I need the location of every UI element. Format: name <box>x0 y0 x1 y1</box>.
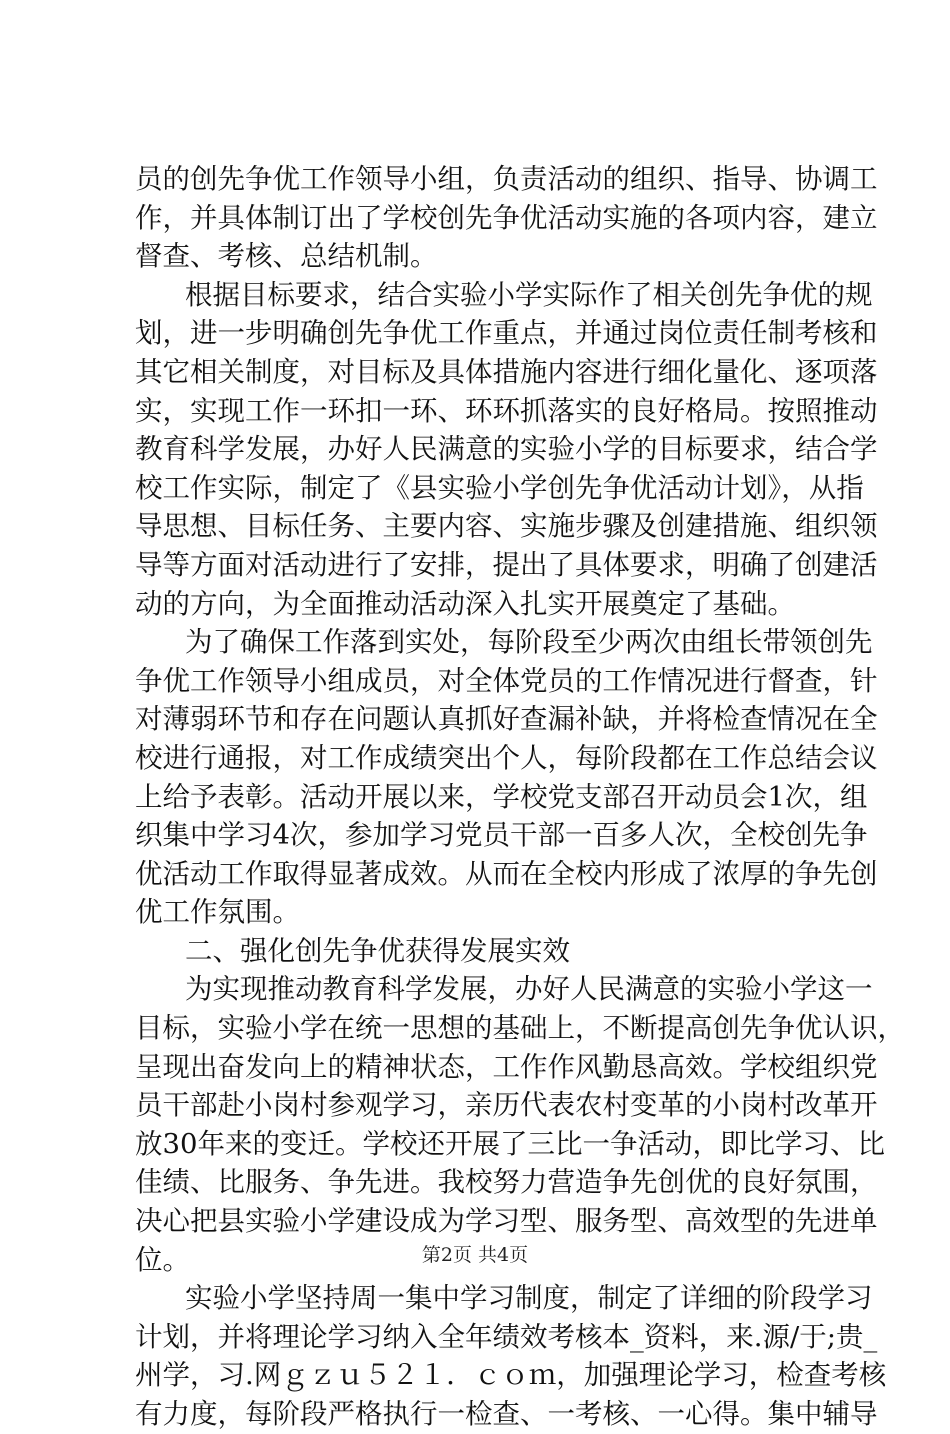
text-line: 为实现推动教育科学发展，办好人民满意的实验小学这一 <box>185 973 873 1006</box>
text-line: 导等方面对活动进行了安排，提出了具体要求，明确了创建活 <box>135 548 878 581</box>
text-line: 优活动工作取得显著成效。从而在全校内形成了浓厚的争先创 <box>135 857 878 890</box>
text-line: 织集中学习4次，参加学习党员干部一百多人次，全校创先争 <box>135 819 868 852</box>
text-line: 根据目标要求，结合实验小学实际作了相关创先争优的规 <box>185 278 873 311</box>
text-line: 计划，并将理论学习纳入全年绩效考核本_资料，来.源/于;贵_ <box>135 1320 878 1353</box>
text-line: 佳绩、比服务、争先进。我校努力营造争先创优的良好氛围， <box>135 1166 878 1199</box>
text-line: 上给予表彰。活动开展以来，学校党支部召开动员会1次，组 <box>135 780 868 813</box>
text-line: 州学，习.网ｇｚｕ５２１．ｃｏｍ，加强理论学习，检查考核 <box>135 1359 887 1392</box>
text-line: 放30年来的变迁。学校还开展了三比一争活动，即比学习、比 <box>135 1127 885 1160</box>
text-line: 导思想、目标任务、主要内容、实施步骤及创建措施、组织领 <box>135 510 878 543</box>
text-line: 对薄弱环节和存在问题认真抓好查漏补缺，并将检查情况在全 <box>135 703 878 736</box>
text-line: 实验小学坚持周一集中学习制度，制定了详细的阶段学习 <box>185 1282 873 1315</box>
text-line: 员的创先争优工作领导小组，负责活动的组织、指导、协调工 <box>135 163 878 195</box>
text-line: 其它相关制度，对目标及具体措施内容进行细化量化、逐项落 <box>135 355 878 388</box>
text-line: 优工作氛围。 <box>135 896 300 929</box>
text-line: 实，实现工作一环扣一环、环环抓落实的良好格局。按照推动 <box>135 394 878 427</box>
text-line: 为了确保工作落到实处，每阶段至少两次由组长带领创先 <box>185 626 873 659</box>
text-line: 争优工作领导小组成员，对全体党员的工作情况进行督查，针 <box>135 664 878 697</box>
text-line: 决心把县实验小学建设成为学习型、服务型、高效型的先进单 <box>135 1205 878 1238</box>
text-line: 督查、考核、总结机制。 <box>135 240 438 273</box>
text-line: 划，进一步明确创先争优工作重点，并通过岗位责任制考核和 <box>135 317 878 350</box>
text-line: 作，并具体制订出了学校创先争优活动实施的各项内容，建立 <box>135 201 878 234</box>
text-line: 呈现出奋发向上的精神状态，工作作风勤恳高效。学校组织党 <box>135 1050 878 1083</box>
text-line: 员干部赴小岗村参观学习，亲历代表农村变革的小岗村改革开 <box>135 1089 878 1122</box>
page-footer: 第2页 共4页 <box>421 1244 529 1266</box>
text-line: 有力度，每阶段严格执行一检查、一考核、一心得。集中辅导 <box>135 1398 878 1430</box>
text-line: 位。 <box>135 1243 190 1276</box>
text-line: 二、强化创先争优获得发展实效 <box>185 934 570 967</box>
text-line: 教育科学发展，办好人民满意的实验小学的目标要求，结合学 <box>135 433 878 466</box>
text-line: 目标，实验小学在统一思想的基础上，不断提高创先争优认识， <box>135 1012 905 1045</box>
text-line: 校进行通报，对工作成绩突出个人，每阶段都在工作总结会议 <box>135 741 878 774</box>
text-line: 校工作实际，制定了《县实验小学创先争优活动计划》，从指 <box>135 471 864 504</box>
text-line: 动的方向，为全面推动活动深入扎实开展奠定了基础。 <box>135 587 795 620</box>
